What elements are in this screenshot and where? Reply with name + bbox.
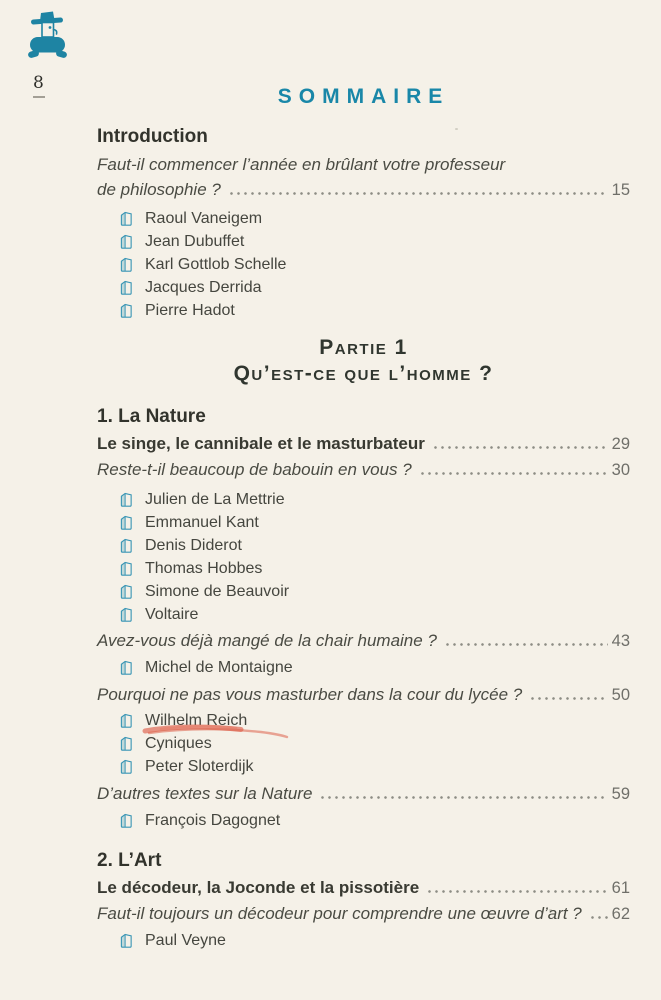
- dot-leader: [228, 182, 608, 195]
- section-heading-nature: 1. La Nature: [97, 406, 206, 427]
- author-name: Emmanuel Kant: [145, 513, 259, 531]
- list-item-author: [97, 580, 630, 603]
- author-name: Peter Sloterdijk: [145, 757, 254, 775]
- book-icon: [120, 813, 133, 828]
- part-label: Partie 1: [319, 336, 408, 359]
- author-name: Pierre Hadot: [145, 301, 235, 319]
- author-name: François Dagognet: [145, 811, 281, 829]
- dot-leader: [529, 687, 607, 700]
- author-name: Jacques Derrida: [145, 278, 262, 296]
- list-item-author: [97, 230, 630, 253]
- list-item-author-wilhelm-reich: [97, 709, 630, 732]
- book-icon: [120, 538, 133, 553]
- book-icon: [120, 234, 133, 249]
- toc-page-number: 15: [611, 181, 630, 199]
- author-name: Simone de Beauvoir: [145, 582, 290, 600]
- list-item-author: [97, 276, 630, 299]
- author-name: Thomas Hobbes: [145, 559, 263, 577]
- author-name: Julien de La Mettrie: [145, 490, 285, 508]
- toc-entry-question: de philosophie ? 15: [97, 177, 630, 203]
- toc-entry-question: Faut-il toujours un décodeur pour comprendre une œuvre d’art ? 62: [97, 901, 630, 927]
- toc-entry-question: Reste-t-il beaucoup de babouin en vous ? 30: [97, 457, 630, 483]
- book-icon: [120, 561, 133, 576]
- author-name: Michel de Montaigne: [145, 658, 293, 676]
- toc-page-number: 61: [611, 879, 630, 897]
- author-name: Wilhelm Reich: [145, 711, 248, 729]
- page-corner: [27, 10, 77, 98]
- author-list: [97, 207, 630, 322]
- list-item-author: [97, 755, 630, 778]
- toc-page-number: 30: [611, 461, 630, 479]
- dot-leader: [319, 786, 607, 799]
- toc-entry-title: Le singe, le cannibale et le masturbateur 29: [97, 431, 630, 457]
- book-icon: [120, 713, 133, 728]
- author-name: Karl Gottlob Schelle: [145, 255, 287, 273]
- toc-page-number: 29: [611, 435, 630, 453]
- part-heading: [97, 335, 630, 387]
- list-item-author: [97, 253, 630, 276]
- toc-page-number: 59: [611, 785, 630, 803]
- list-item-author: [97, 511, 630, 534]
- book-icon: [120, 607, 133, 622]
- dot-leader: [444, 633, 608, 646]
- paper-speck: [549, 909, 552, 911]
- list-item-author: [97, 557, 630, 580]
- philosopher-logo-icon: [27, 51, 69, 68]
- toc-entry-question: D’autres textes sur la Nature 59: [97, 781, 630, 807]
- author-name: Voltaire: [145, 605, 199, 623]
- book-icon: [120, 759, 133, 774]
- author-list: [97, 488, 630, 626]
- book-icon: [120, 492, 133, 507]
- toc-content: [97, 0, 630, 952]
- book-icon: [120, 280, 133, 295]
- book-icon: [120, 257, 133, 272]
- dot-leader: [419, 462, 608, 475]
- book-icon: [120, 211, 133, 226]
- part-title: Qu’est-ce que l’homme ?: [233, 362, 494, 385]
- folio-page-number: 8: [33, 73, 44, 93]
- author-name: Cyniques: [145, 734, 212, 752]
- toc-page-number: 50: [611, 686, 630, 704]
- author-list: [97, 929, 630, 952]
- list-item-author: [97, 488, 630, 511]
- toc-entry-question: Avez-vous déjà mangé de la chair humaine ? 43: [97, 628, 630, 654]
- book-icon: [120, 515, 133, 530]
- author-list: [97, 656, 630, 679]
- toc-entry-question: Pourquoi ne pas vous masturber dans la cour du lycée ? 50: [97, 682, 630, 708]
- section-heading-art: 2. L’Art: [97, 850, 162, 871]
- author-list: [97, 809, 630, 832]
- dot-leader: [432, 436, 608, 449]
- book-icon: [120, 303, 133, 318]
- book-icon: [120, 584, 133, 599]
- author-name: Raoul Vaneigem: [145, 209, 263, 227]
- list-item-author: [97, 809, 630, 832]
- list-item-author: [97, 656, 630, 679]
- list-item-author: [97, 929, 630, 952]
- toc-entry-title: Le décodeur, la Joconde et la pissotière 61: [97, 875, 630, 901]
- list-item-author: [97, 732, 630, 755]
- book-icon: [120, 660, 133, 675]
- toc-page-number: 43: [611, 632, 630, 650]
- dot-leader: [426, 880, 607, 893]
- author-name: Paul Veyne: [145, 931, 226, 949]
- list-item-author: [97, 603, 630, 626]
- book-icon: [120, 933, 133, 948]
- folio-dash: [33, 96, 45, 98]
- author-list: [97, 709, 630, 778]
- list-item-author: [97, 299, 630, 322]
- list-item-author: [97, 534, 630, 557]
- paper-speck: [455, 128, 458, 130]
- book-icon: [120, 736, 133, 751]
- author-name: Denis Diderot: [145, 536, 242, 554]
- toc-entry-question: Faut-il commencer l’année en brûlant votre professeur: [97, 155, 506, 174]
- toc-page-number: 62: [611, 905, 630, 923]
- author-name: Jean Dubuffet: [145, 232, 245, 250]
- section-heading-introduction: Introduction: [97, 126, 208, 147]
- page-title: SOMMAIRE: [277, 85, 450, 108]
- dot-leader: [589, 906, 608, 919]
- list-item-author: [97, 207, 630, 230]
